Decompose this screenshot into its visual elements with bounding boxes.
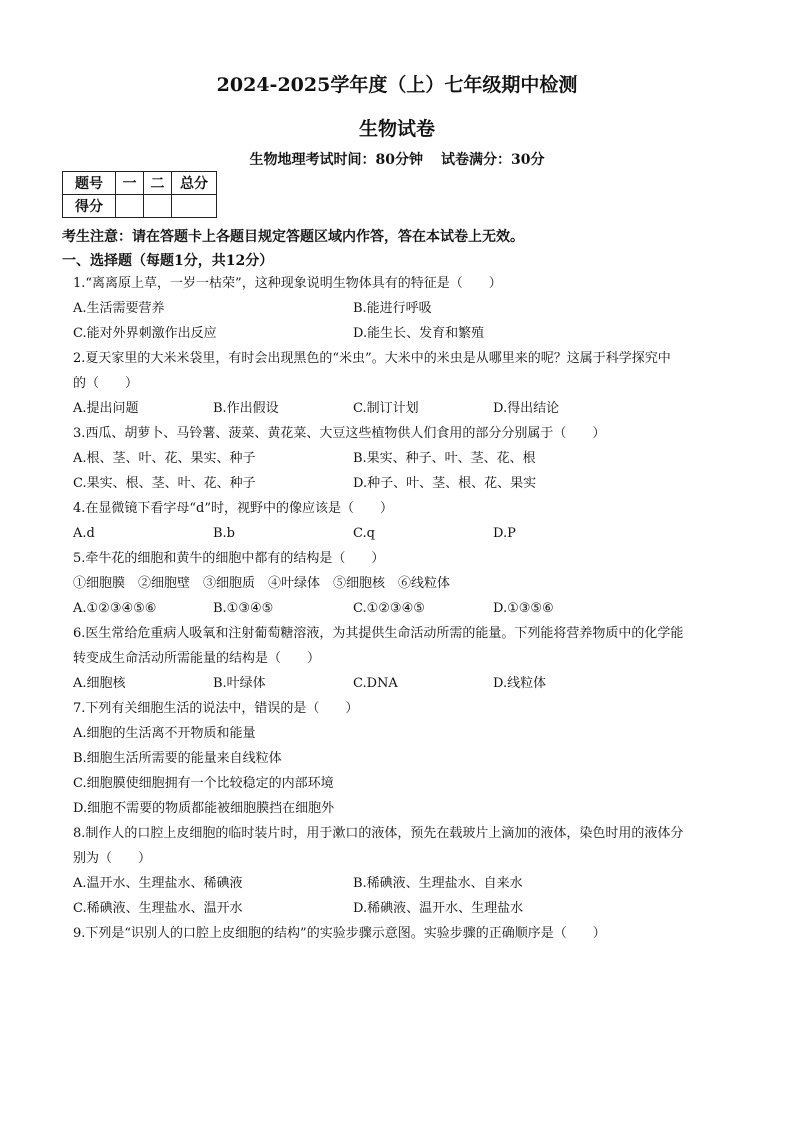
option-c: C.果实、根、茎、叶、花、种子 <box>73 476 256 491</box>
option-c: C.制订计划 <box>353 401 419 416</box>
option-c: C.①②③④⑤ <box>353 601 425 616</box>
exam-title: 2024-2025学年度（上）七年级期中检测 <box>216 74 578 96</box>
option-a: A.提出问题 <box>73 401 139 416</box>
score-cell-section2: 二 <box>144 172 172 195</box>
option-row <box>73 674 733 699</box>
exam-notice: 考生注意：请在答题卡上各题目规定答题区域内作答，答在本试卷上无效。 <box>62 229 524 245</box>
exam-subtitle: 生物试卷 <box>358 118 435 140</box>
question-stem-continued: 转变成生命活动所需能量的结构是（ ） <box>73 651 321 666</box>
exam-info <box>0 149 794 169</box>
score-cell-label: 题号 <box>63 172 116 195</box>
question-stem: 6.医生常给危重病人吸氧和注射葡萄糖溶液，为其提供生命活动所需的能量。下列能将营养物质中的化学能 <box>73 626 684 641</box>
option-d: D.稀碘液、温开水、生理盐水 <box>353 901 524 916</box>
option-d: D.P <box>493 526 516 541</box>
option-row <box>73 449 733 474</box>
option-a: A.d <box>73 526 95 541</box>
option-row <box>73 299 733 324</box>
option-a: A.细胞的生活离不开物质和能量 <box>73 726 256 741</box>
option-d: D.细胞不需要的物质都能被细胞膜挡在细胞外 <box>73 801 335 816</box>
option-d: D.得出结论 <box>493 401 560 416</box>
option-a: A.根、茎、叶、花、果实、种子 <box>73 451 256 466</box>
option-row <box>73 474 733 499</box>
score-table-header-row <box>63 172 217 195</box>
option-row <box>73 399 733 424</box>
option-b: B.果实、种子、叶、茎、花、根 <box>353 451 536 466</box>
question-items: ①细胞膜 ②细胞壁 ③细胞质 ④叶绿体 ⑤细胞核 ⑥线粒体 <box>73 576 451 591</box>
question-stem-continued: 的（ ） <box>73 376 139 391</box>
question-list <box>73 274 733 949</box>
score-table <box>62 171 217 218</box>
score-table-score-row <box>63 195 217 218</box>
score-row-label: 得分 <box>63 195 116 218</box>
question-stem: 7.下列有关细胞生活的说法中，错误的是（ ） <box>73 701 359 716</box>
question-stem-continued: 别为（ ） <box>73 851 152 866</box>
question-stem: 5.牵牛花的细胞和黄牛的细胞中都有的结构是（ ） <box>73 551 385 566</box>
option-b: B.b <box>213 526 236 541</box>
full-score: 试卷满分：30分 <box>441 152 545 168</box>
option-c: C.稀碘液、生理盐水、温开水 <box>73 901 243 916</box>
option-b: B.能进行呼吸 <box>353 301 432 316</box>
option-d: D.①③⑤⑥ <box>493 601 554 616</box>
option-c: C.q <box>353 526 375 541</box>
score-cell-total: 总分 <box>172 172 217 195</box>
question-stem: 4.在显微镜下看字母“d”时，视野中的像应该是（ ） <box>73 501 394 516</box>
option-b: B.作出假设 <box>213 401 279 416</box>
option-row <box>73 324 733 349</box>
option-row <box>73 524 733 549</box>
section-heading: 一、选择题（每题1分，共12分） <box>62 253 274 269</box>
exam-time: 生物地理考试时间：80分钟 <box>249 152 423 168</box>
option-b: B.①③④⑤ <box>213 601 274 616</box>
score-blank <box>172 195 217 218</box>
option-d: D.种子、叶、茎、根、花、果实 <box>353 476 537 491</box>
question-stem: 9.下列是“识别人的口腔上皮细胞的结构”的实验步骤示意图。实验步骤的正确顺序是（ ） <box>73 926 606 941</box>
option-row <box>73 599 733 624</box>
option-a: A.①②③④⑤⑥ <box>73 601 157 616</box>
question-stem: 8.制作人的口腔上皮细胞的临时装片时，用于漱口的液体，预先在载玻片上滴加的液体，染色时用的液体分 <box>73 826 684 841</box>
option-d: D.线粒体 <box>493 676 547 691</box>
score-blank <box>144 195 172 218</box>
option-b: B.细胞生活所需要的能量来自线粒体 <box>73 751 282 766</box>
score-cell-section1: 一 <box>116 172 144 195</box>
option-d: D.能生长、发育和繁殖 <box>353 326 485 341</box>
option-a: A.生活需要营养 <box>73 301 165 316</box>
option-c: C.DNA <box>353 676 398 691</box>
option-b: B.稀碘液、生理盐水、自来水 <box>353 876 523 891</box>
option-row <box>73 899 733 924</box>
option-c: C.细胞膜使细胞拥有一个比较稳定的内部环境 <box>73 776 334 791</box>
option-a: A.细胞核 <box>73 676 126 691</box>
option-b: B.叶绿体 <box>213 676 266 691</box>
option-a: A.温开水、生理盐水、稀碘液 <box>73 876 243 891</box>
question-stem: 1.“离离原上草，一岁一枯荣”，这种现象说明生物体具有的特征是（ ） <box>73 276 502 291</box>
option-row <box>73 874 733 899</box>
score-blank <box>116 195 144 218</box>
question-stem: 2.夏天家里的大米米袋里，有时会出现黑色的“米虫”。大米中的米虫是从哪里来的呢？这属于科学探究中 <box>73 351 671 366</box>
question-stem: 3.西瓜、胡萝卜、马铃薯、菠菜、黄花菜、大豆这些植物供人们食用的部分分别属于（ ） <box>73 426 606 441</box>
option-c: C.能对外界刺激作出反应 <box>73 326 217 341</box>
